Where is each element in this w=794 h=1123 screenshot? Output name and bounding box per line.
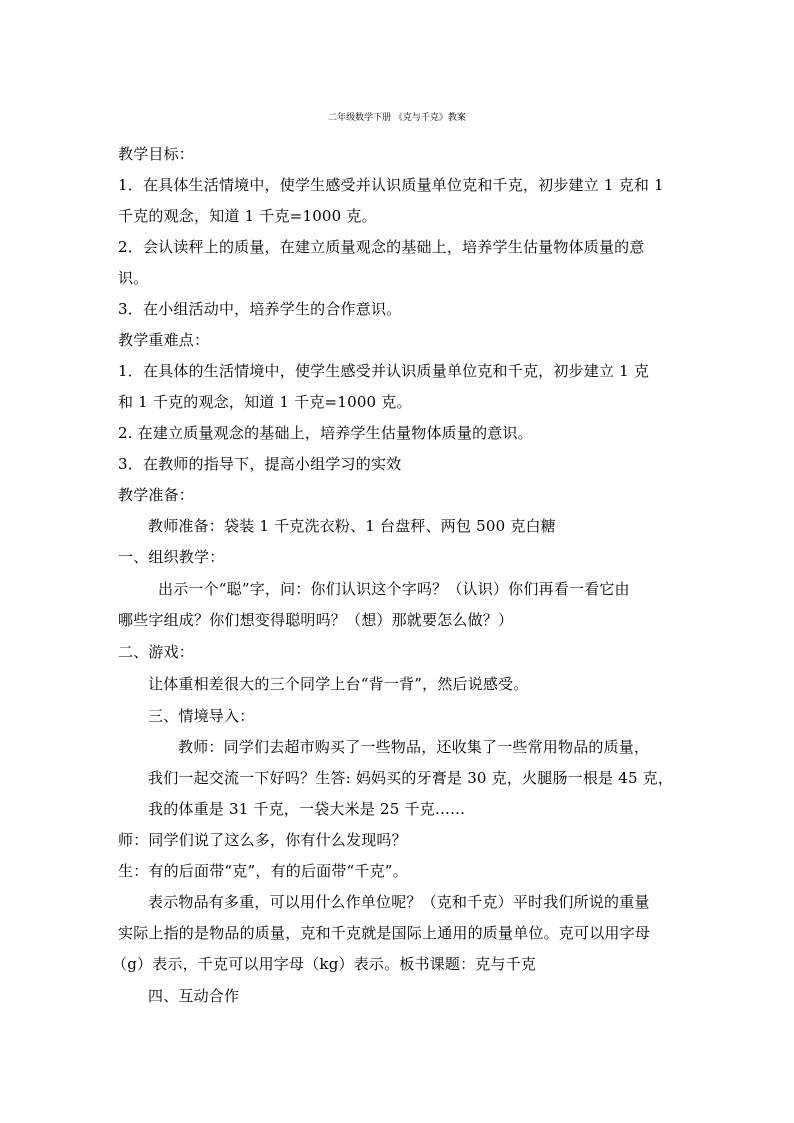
text-line: 教师准备：袋装 1 千克洗衣粉、1 台盘秤、两包 500 克白糖 xyxy=(148,517,556,535)
text-line: 1．在具体生活情境中，使学生感受并认识质量单位克和千克，初步建立 1 克和 1 xyxy=(118,176,664,194)
text-line: 生：有的后面带“克”，有的后面带“千克”。 xyxy=(118,862,408,880)
text-line: 教学目标： xyxy=(118,145,195,163)
text-line: 我的体重是 31 千克，一袋大米是 25 千克…… xyxy=(148,800,466,818)
text-line: 表示物品有多重，可以用什么作单位呢？（克和千克）平时我们所说的重量 xyxy=(148,893,650,911)
document-title: 二年级数学下册 《克与千克》教案 xyxy=(328,113,466,123)
text-line: 实际上指的是物品的质量，克和千克就是国际上通用的质量单位。克可以用字母 xyxy=(118,924,651,942)
text-line: 3．在小组活动中，培养学生的合作意识。 xyxy=(118,300,402,318)
text-line: 二、游戏： xyxy=(118,643,195,661)
text-line: 出示一个“聪”字，问：你们认识这个字吗？（认识）你们再看一看它由 xyxy=(158,580,630,598)
text-line: 教学准备： xyxy=(118,486,195,504)
text-line: 让体重相差很大的三个同学上台“背一背”，然后说感受。 xyxy=(148,675,529,693)
text-line: 和 1 千克的观念，知道 1 千克=1000 克。 xyxy=(118,393,412,411)
text-line: 3．在教师的指导下，提高小组学习的实效 xyxy=(118,455,402,473)
text-line: 识。 xyxy=(118,269,149,287)
text-line: 四、互动合作 xyxy=(148,987,240,1005)
text-line: 师：同学们说了这么多，你有什么发现吗？ xyxy=(118,831,407,849)
text-line: 2. 在建立质量观念的基础上，培养学生估量物体质量的意识。 xyxy=(118,424,533,442)
text-line: 我们一起交流一下好吗？生答: 妈妈买的牙膏是 30 克，火腿肠一根是 45 克， xyxy=(148,769,674,787)
text-line: 1．在具体的生活情境中，使学生感受并认识质量单位克和千克，初步建立 1 克 xyxy=(118,362,650,380)
text-line: 哪些字组成？你们想变得聪明吗？（想）那就要怎么做？） xyxy=(118,611,514,629)
text-line: 教师：同学们去超市购买了一些物品，还收集了一些常用物品的质量， xyxy=(178,738,650,756)
text-line: 教学重难点： xyxy=(118,331,210,349)
text-line: 三、情境导入： xyxy=(148,707,255,725)
text-line: （g）表示，千克可以用字母（kg）表示。板书课题：克与千克 xyxy=(112,955,537,973)
text-line: 千克的观念，知道 1 千克=1000 克。 xyxy=(118,207,377,225)
text-line: 一、组织教学： xyxy=(118,548,225,566)
text-line: 2．会认读秤上的质量，在建立质量观念的基础上，培养学生估量物体质量的意 xyxy=(118,238,645,256)
